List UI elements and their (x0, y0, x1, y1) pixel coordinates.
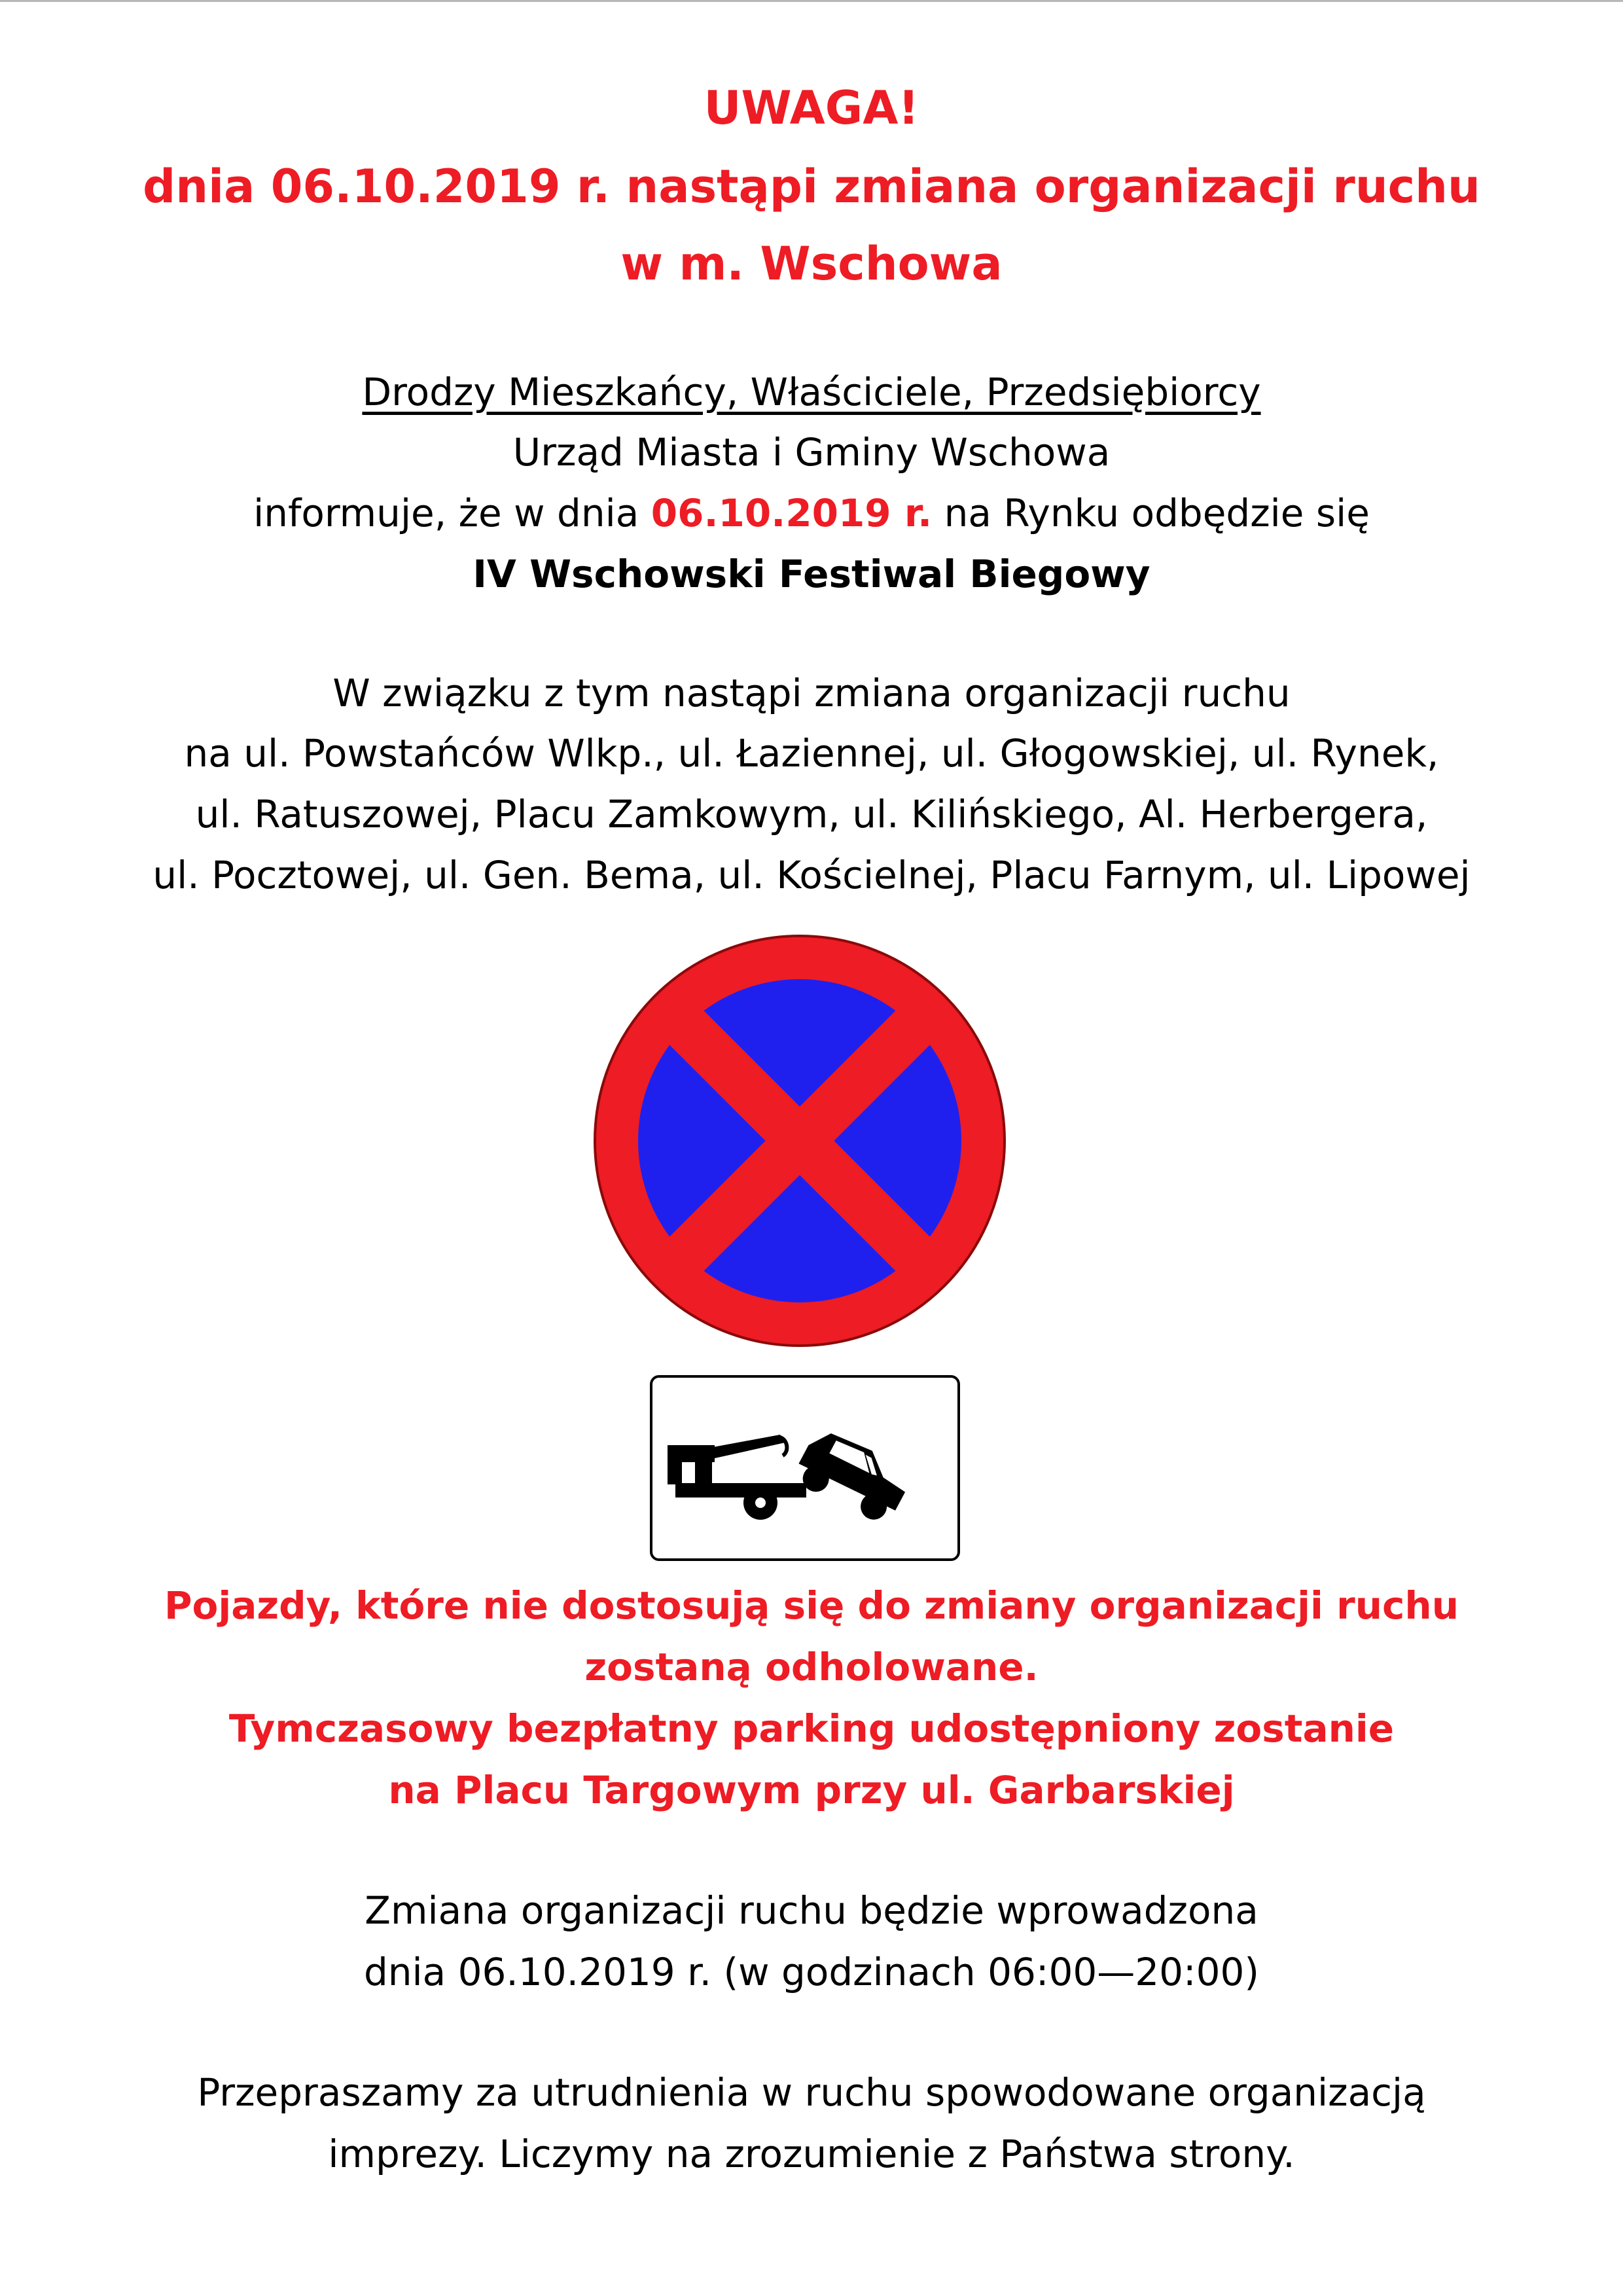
schedule-line-2: dnia 06.10.2019 r. (w godzinach 06:00—20:00) (363, 1950, 1260, 1994)
tow-truck-icon (649, 1374, 961, 1562)
heading-date-change: dnia 06.10.2019 r. nastąpi zmiana organizacji ruchu (143, 160, 1480, 213)
informs-suffix: na Rynku odbędzie się (944, 491, 1370, 535)
addressee-line (0, 370, 1623, 414)
parking-line-1: Tymczasowy bezpłatny parking udostępniony zostanie (228, 1706, 1395, 1751)
apology-line-1: Przepraszamy za utrudnienia w ruchu spowodowane organizacją (197, 2070, 1426, 2115)
streets-list-1: na ul. Powstańców Wlkp., ul. Łaziennej, ul. Głogowskiej, ul. Rynek, (184, 731, 1439, 776)
streets-list-2: ul. Ratuszowej, Placu Zamkowym, ul. Kilińskiego, Al. Herbergera, (195, 792, 1428, 836)
addressee: Drodzy Mieszkańcy, Właściciele, Przedsiębiorcy (362, 370, 1261, 414)
event-name: IV Wschowski Festiwal Biegowy (473, 552, 1150, 596)
informs-prefix: informuje, że w dnia (253, 491, 639, 535)
apology-line-2: imprezy. Liczymy na zrozumienie z Państwa strony. (328, 2132, 1295, 2176)
no-stopping-sign-icon (587, 928, 1012, 1354)
parking-line-2: na Placu Targowym przy ul. Garbarskiej (388, 1768, 1235, 1812)
streets-intro: W związku z tym nastąpi zmiana organizacji ruchu (332, 671, 1291, 715)
top-border (0, 0, 1623, 2)
heading-uwaga: UWAGA! (704, 81, 919, 135)
streets-list-3: ul. Pocztowej, ul. Gen. Bema, ul. Kościelnej, Placu Farnym, ul. Lipowej (152, 853, 1471, 897)
informs-line (0, 491, 1623, 535)
sender: Urząd Miasta i Gminy Wschowa (512, 430, 1111, 475)
warning-line-1: Pojazdy, które nie dostosują się do zmiany organizacji ruchu (164, 1583, 1459, 1628)
heading-town: w m. Wschowa (620, 237, 1003, 291)
schedule-line-1: Zmiana organizacji ruchu będzie wprowadzona (365, 1888, 1258, 1933)
warning-line-2: zostaną odholowane. (584, 1645, 1039, 1689)
informs-date: 06.10.2019 r. (651, 491, 933, 535)
